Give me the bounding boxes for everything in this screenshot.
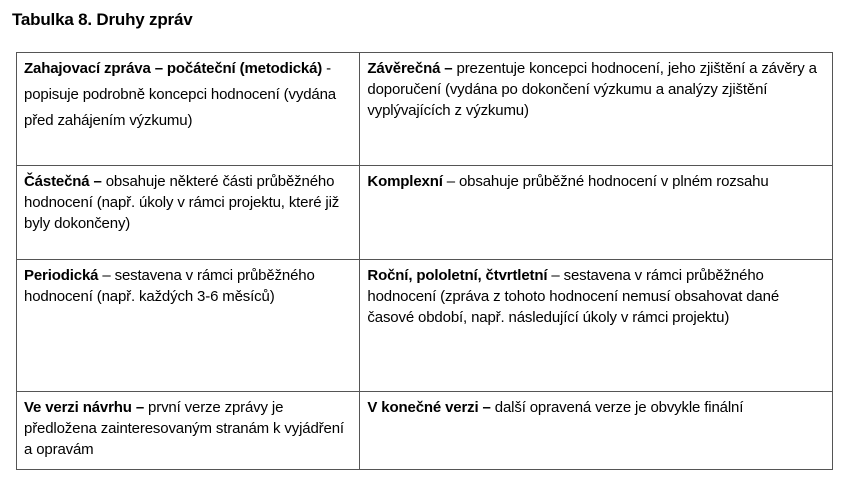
report-description: další opravená verze je obvykle finální [490,399,744,416]
report-description: – sestavena v rámci průběžného hodnocení (např. každých 3-6 měsíců) [24,267,315,305]
report-description: obsahuje některé části průběžného hodnocení (např. úkoly v rámci projektu, které již byly dokončeny) [24,173,340,232]
table-cell [17,166,360,260]
report-description: první verze zprávy je předložena zainteresovaným stranám k vyjádření a opravám [24,399,344,458]
table-cell [360,260,833,392]
report-term: Závěrečná – [367,60,453,77]
report-term: Ve verzi návrhu – [24,399,145,416]
report-term: Periodická [24,267,99,284]
report-description: – obsahuje průběžné hodnocení v plném rozsahu [442,173,769,190]
table-cell [17,53,360,166]
table-cell [17,392,360,470]
report-term: Částečná – [24,173,102,190]
table-row [17,392,833,470]
report-description: – sestavena v rámci průběžného hodnocení (zpráva z tohoto hodnocení nemusí obsahovat dané časové období, např. následující úkoly v rámci projektu) [367,267,780,326]
table-row [17,166,833,260]
report-types-table [16,52,833,470]
table-row [17,260,833,392]
report-term: V konečné verzi – [367,399,491,416]
table-cell [17,260,360,392]
table-caption: Tabulka 8. Druhy zpráv [12,10,193,29]
report-description: - popisuje podrobně koncepci hodnocení (vydána před zahájením výzkumu) [24,60,336,129]
table-row [17,53,833,166]
table-cell [360,53,833,166]
report-description: prezentuje koncepci hodnocení, jeho zjištění a závěry a doporučení (vydána po dokončení výzkumu a analýzy zjištění vyplývajících z výzkumu) [367,60,817,119]
report-term: Zahajovací zpráva – počáteční (metodická) [24,60,323,77]
table-cell [360,166,833,260]
table-cell [360,392,833,470]
report-term: Roční, pololetní, čtvrtletní [367,267,548,284]
report-term: Komplexní [367,173,443,190]
